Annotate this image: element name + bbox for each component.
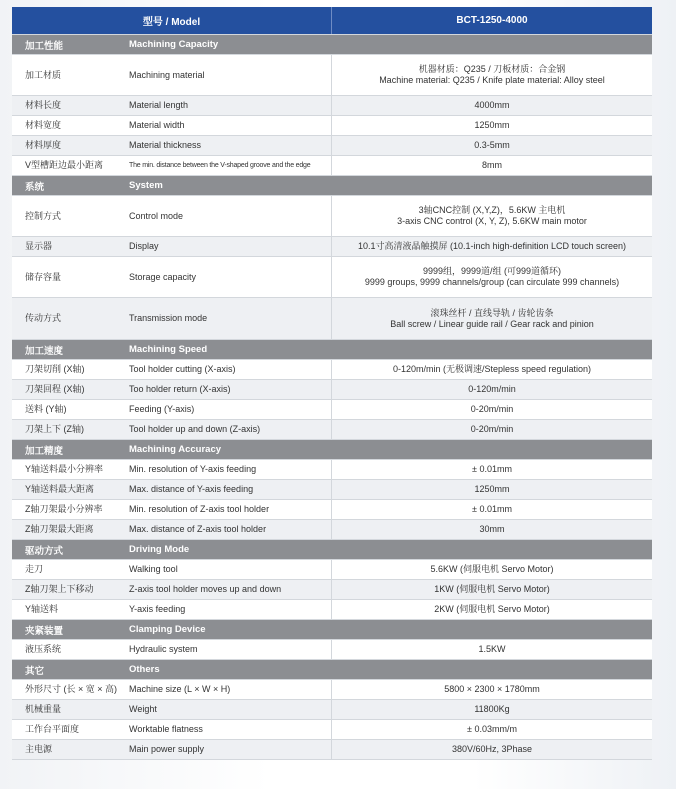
spec-label-en: The min. distance between the V-shaped groove and the edge: [129, 162, 311, 169]
spec-label-cn: Z轴刀架最大距离: [25, 524, 94, 534]
spec-label-en: Worktable flatness: [129, 724, 203, 734]
table-row: [12, 400, 652, 420]
spec-value: [331, 136, 652, 155]
spec-label-en: Weight: [129, 704, 157, 714]
table-row: [12, 136, 652, 156]
spec-label-en: Min. resolution of Y-axis feeding: [129, 464, 257, 474]
section-fill: [331, 620, 652, 639]
section-fill: [331, 340, 652, 359]
table-row: [12, 560, 652, 580]
table-row: [12, 500, 652, 520]
spec-value: [331, 500, 652, 519]
spec-label-cn: 刀架切削 (X轴): [25, 364, 85, 374]
section-fill: [331, 176, 652, 195]
spec-label-cn: 外形尺寸 (长 × 宽 × 高): [25, 684, 118, 694]
section-header: [12, 176, 652, 196]
spec-sections: [12, 35, 652, 760]
section-title-en: Clamping Device: [129, 624, 206, 635]
table-row: [12, 380, 652, 400]
spec-value-line: 9999 groups, 9999 channels/group (can circulate 999 channels): [364, 277, 620, 287]
spec-label-cn: 储存容量: [25, 271, 62, 282]
spec-label-cn: Z轴刀架上下移动: [25, 584, 94, 594]
spec-value: [331, 400, 652, 419]
table-row: [12, 460, 652, 480]
table-row: [12, 156, 652, 176]
spec-value: [331, 380, 652, 399]
spec-value-line: Ball screw / Linear guide rail / Gear rack and pinion: [390, 318, 594, 329]
spec-value: [331, 55, 652, 95]
spec-label-cn: 走刀: [25, 564, 44, 574]
table-row: [12, 740, 652, 760]
spec-label-cn: Y轴送料最大距离: [25, 484, 95, 494]
spec-value: [331, 96, 652, 115]
spec-label-cn: 材料宽度: [25, 120, 62, 130]
spec-label-en: Y-axis feeding: [129, 604, 186, 614]
section-title-en: Others: [129, 664, 160, 675]
spec-value-line: 30mm: [479, 524, 505, 534]
table-header: [12, 7, 652, 35]
spec-value-line: 5800 × 2300 × 1780mm: [444, 684, 540, 694]
spec-label-cn: 液压系统: [25, 644, 62, 654]
spec-value-line: 0-20m/min: [470, 404, 514, 414]
table-row: [12, 298, 652, 340]
spec-label-cn: 传动方式: [25, 313, 62, 323]
section-title-en: Machining Capacity: [129, 39, 219, 50]
spec-value-line: 0.3-5mm: [474, 140, 510, 150]
spec-label-cn: V型槽距边最小距离: [25, 160, 104, 170]
section-fill: [331, 660, 652, 679]
spec-label-cn: Y轴送料最小分辨率: [25, 464, 104, 474]
table-row: [12, 360, 652, 380]
spec-value: [331, 680, 652, 699]
section-title-en: Machining Accuracy: [129, 444, 222, 455]
spec-label-en: Transmission mode: [129, 313, 208, 323]
spec-label-en: Min. resolution of Z-axis tool holder: [129, 504, 270, 514]
spec-value: [331, 420, 652, 439]
spec-value-line: 3-axis CNC control (X, Y, Z), 5.6KW main motor: [397, 216, 587, 226]
table-row: [12, 640, 652, 660]
spec-value: [331, 257, 652, 297]
spec-label-cn: 机械重量: [25, 704, 62, 714]
spec-label-en: Too holder return (X-axis): [129, 384, 231, 394]
section-header: [12, 660, 652, 680]
table-row: [12, 680, 652, 700]
spec-value-line: 1250mm: [474, 120, 510, 130]
spec-label-cn: 送料 (Y轴): [25, 404, 67, 414]
model-label: 型号 / Model: [142, 17, 201, 28]
spec-value-line: ± 0.01mm: [472, 464, 512, 474]
spec-value-line: 10.1寸高清液晶触摸屏 (10.1-inch high-definition LCD touch screen): [357, 241, 627, 251]
spec-value-line: 3轴CNC控制 (X,Y,Z)，5.6KW 主电机: [418, 205, 566, 215]
spec-label-en: Material width: [129, 120, 185, 130]
spec-value-line: 0-120m/min: [468, 384, 516, 394]
spec-value: [331, 580, 652, 599]
spec-label-en: Main power supply: [129, 744, 205, 754]
spec-value: [331, 116, 652, 135]
spec-label-cn: 显示器: [25, 241, 53, 251]
spec-label-en: Control mode: [129, 210, 184, 221]
section-title-cn: 夹紧装置: [25, 625, 64, 637]
spec-label-en: Tool holder up and down (Z-axis): [129, 424, 261, 434]
table-row: [12, 700, 652, 720]
section-header: [12, 35, 652, 55]
section-title-cn: 加工性能: [25, 40, 64, 52]
spec-value-line: Machine material: Q235 / Knife plate material: Alloy steel: [379, 75, 605, 85]
section-header: [12, 620, 652, 640]
spec-label-cn: 材料长度: [25, 100, 62, 110]
spec-value-line: ± 0.03mm/m: [467, 724, 517, 734]
section-fill: [331, 440, 652, 459]
spec-value: [331, 196, 652, 236]
table-row: [12, 420, 652, 440]
spec-label-en: Feeding (Y-axis): [129, 404, 195, 414]
spec-value-line: 8mm: [482, 160, 502, 170]
spec-value-line: 机器材质：Q235 / 刀板材质：合金钢: [418, 64, 566, 74]
section-title-en: Driving Mode: [129, 544, 190, 555]
spec-value-line: 1.5KW: [478, 644, 506, 654]
section-title-cn: 其它: [25, 665, 45, 677]
spec-value-line: 1250mm: [474, 484, 510, 494]
spec-value-line: ± 0.01mm: [472, 504, 512, 514]
spec-label-en: Machine size (L × W × H): [129, 684, 231, 694]
table-row: [12, 480, 652, 500]
spec-value-line: 4000mm: [474, 100, 510, 110]
spec-label-cn: 加工材质: [25, 69, 62, 80]
spec-value: [331, 237, 652, 256]
spec-value-line: 0-120m/min (无极调速/Stepless speed regulation): [392, 364, 592, 374]
spec-value: [331, 600, 652, 619]
spec-value-line: 11800Kg: [474, 704, 510, 714]
spec-label-en: Walking tool: [129, 564, 178, 574]
spec-label-cn: 工作台平面度: [25, 724, 80, 734]
spec-label-en: Tool holder cutting (X-axis): [129, 364, 236, 374]
section-fill: [331, 540, 652, 559]
spec-value-line: 380V/60Hz, 3Phase: [451, 744, 533, 754]
model-value: BCT-1250-4000: [331, 7, 652, 34]
spec-value-line: 滚珠丝杆 / 直线导轨 / 齿轮齿条: [430, 307, 554, 318]
section-title-cn: 驱动方式: [25, 545, 64, 557]
spec-label-cn: 材料厚度: [25, 140, 62, 150]
spec-value: [331, 720, 652, 739]
section-title-cn: 系统: [25, 181, 45, 193]
section-fill: [331, 35, 652, 54]
spec-value-line: 0-20m/min: [470, 424, 514, 434]
spec-value: [331, 700, 652, 719]
spec-table: [12, 7, 652, 760]
table-row: [12, 55, 652, 96]
table-row: [12, 257, 652, 298]
table-row: [12, 720, 652, 740]
section-header: [12, 340, 652, 360]
spec-label-cn: 刀架回程 (X轴): [25, 384, 85, 394]
spec-value-line: 1KW (伺服电机 Servo Motor): [434, 584, 550, 594]
spec-value: [331, 156, 652, 175]
table-row: [12, 196, 652, 237]
table-row: [12, 237, 652, 257]
spec-label-en: Material thickness: [129, 140, 202, 150]
spec-label-en: Hydraulic system: [129, 644, 198, 654]
spec-value-line: 9999组，9999道/组 (可999道循环): [422, 266, 562, 276]
table-row: [12, 520, 652, 540]
spec-label-cn: 主电源: [25, 744, 53, 754]
section-title-cn: 加工速度: [25, 345, 64, 357]
section-header: [12, 540, 652, 560]
spec-value: [331, 460, 652, 479]
spec-value: [331, 740, 652, 759]
section-title-cn: 加工精度: [25, 445, 64, 457]
section-title-en: Machining Speed: [129, 344, 208, 355]
section-header: [12, 440, 652, 460]
table-row: [12, 96, 652, 116]
spec-value-line: 2KW (伺服电机 Servo Motor): [434, 604, 550, 614]
spec-label-en: Material length: [129, 100, 189, 110]
table-row: [12, 600, 652, 620]
spec-label-cn: 刀架上下 (Z轴): [25, 424, 84, 434]
spec-label-en: Storage capacity: [129, 271, 197, 282]
section-title-en: System: [129, 180, 163, 191]
table-row: [12, 580, 652, 600]
table-row: [12, 116, 652, 136]
spec-label-en: Machining material: [129, 69, 205, 80]
spec-value: [331, 640, 652, 659]
spec-value: [331, 560, 652, 579]
spec-value: [331, 520, 652, 539]
spec-label-cn: Y轴送料: [25, 604, 59, 614]
spec-value: [331, 298, 652, 339]
spec-label-en: Max. distance of Z-axis tool holder: [129, 524, 267, 534]
spec-label-en: Z-axis tool holder moves up and down: [129, 584, 282, 594]
spec-value: [331, 480, 652, 499]
spec-value-line: 5.6KW (伺服电机 Servo Motor): [430, 564, 554, 574]
spec-label-cn: 控制方式: [25, 210, 62, 221]
spec-label-en: Max. distance of Y-axis feeding: [129, 484, 254, 494]
spec-value: [331, 360, 652, 379]
spec-label-cn: Z轴刀架最小分辨率: [25, 504, 103, 514]
spec-label-en: Display: [129, 241, 159, 251]
